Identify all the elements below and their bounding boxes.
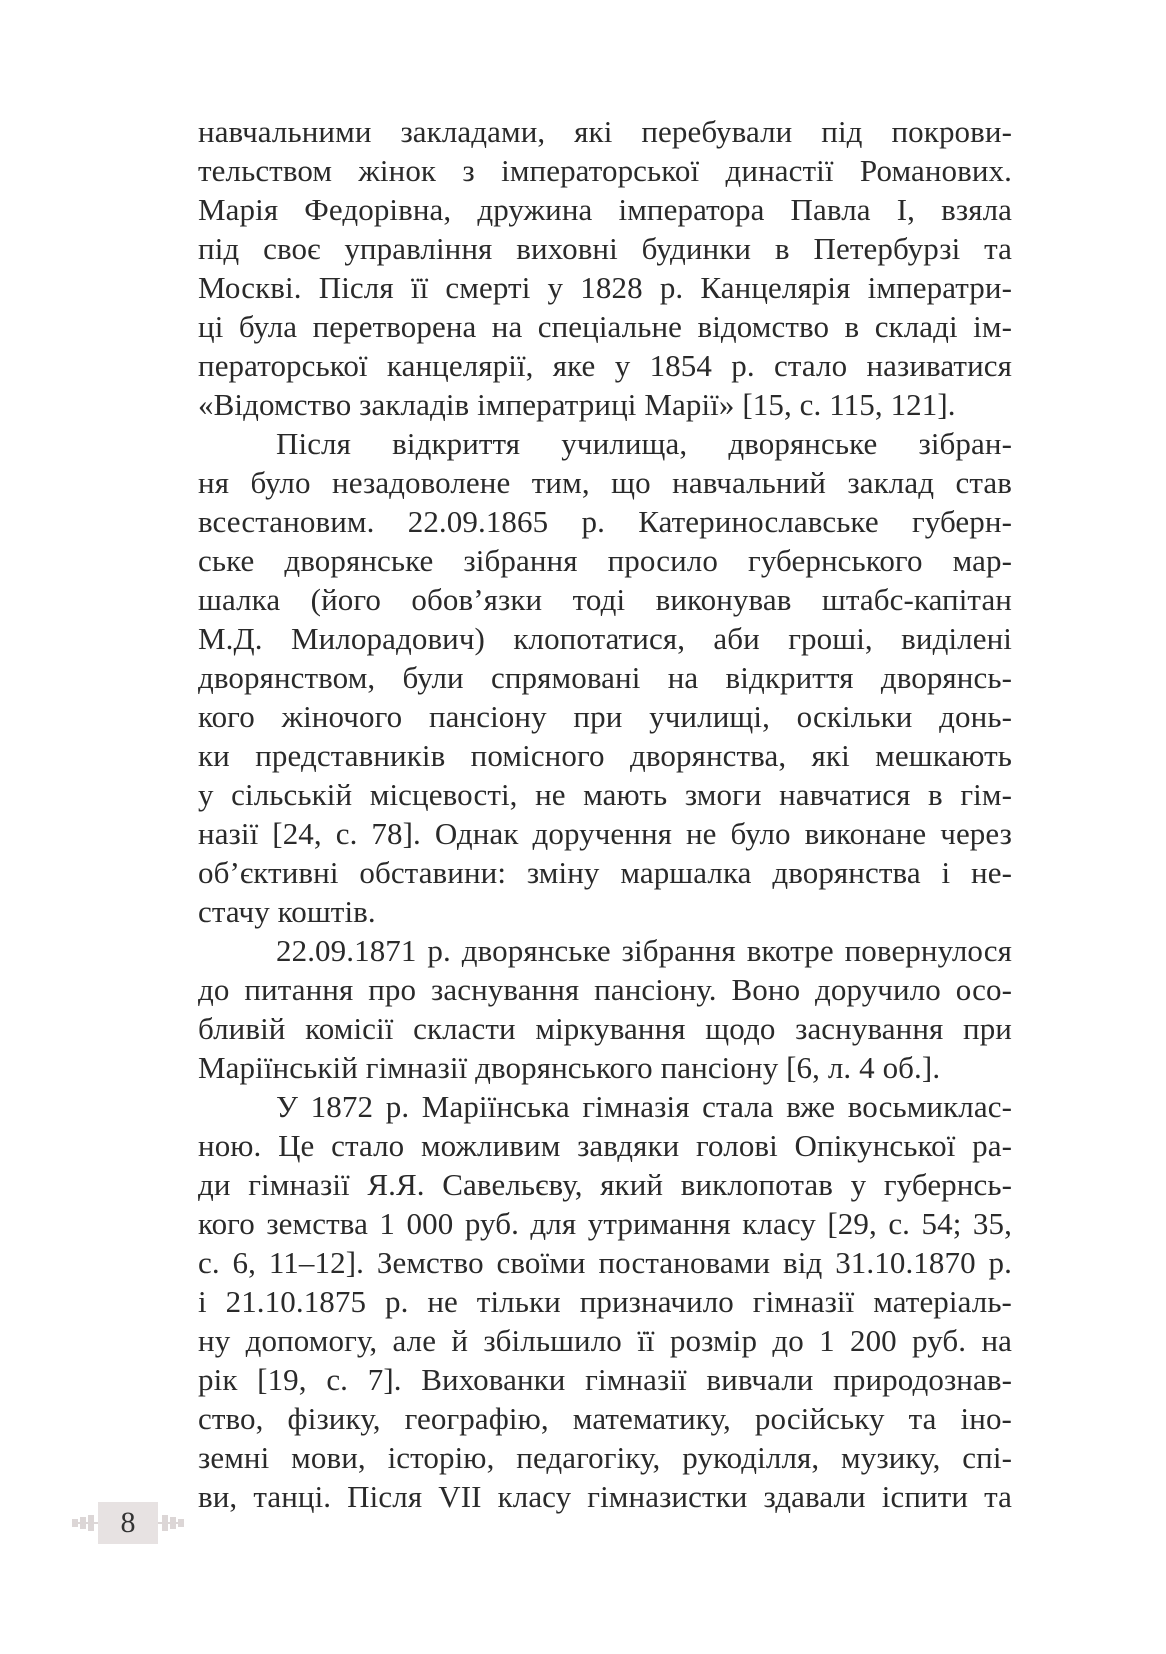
text-line: ки представників помісного дворянства, які мешкають bbox=[198, 738, 1012, 773]
text-line: стачу коштів. bbox=[198, 894, 376, 929]
text-line: навчальними закладами, які перебували під покрови- bbox=[198, 114, 1012, 149]
text-line: ви, танці. Після VII класу гімназистки здавали іспити та bbox=[198, 1479, 1012, 1514]
text-line: «Відомство закладів імператриці Марії» [15, с. 115, 121]. bbox=[198, 387, 956, 422]
text-line: до питання про заснування пансіону. Воно доручило осо- bbox=[198, 972, 1012, 1007]
text-line: земні мови, історію, педагогіку, рукоділля, музику, спі- bbox=[198, 1440, 1012, 1475]
page-number: 8 bbox=[120, 1506, 136, 1539]
text-line: бливій комісії скласти міркування щодо заснування при bbox=[198, 1011, 1012, 1046]
text-line: кого жіночого пансіону при училищі, оскільки донь- bbox=[198, 699, 1012, 734]
text-line: об’єктивні обставини: зміну маршалка дворянства і не- bbox=[198, 855, 1012, 890]
text-line: ператорської канцелярії, яке у 1854 р. стало називатися bbox=[198, 348, 1012, 383]
text-line: М.Д. Милорадович) клопотатися, аби гроші, виділені bbox=[198, 621, 1012, 656]
text-line: У 1872 р. Маріїнська гімназія стала вже восьмиклас- bbox=[276, 1089, 1012, 1124]
text-line: назії [24, с. 78]. Однак доручення не було виконане через bbox=[198, 816, 1012, 851]
text-line: ство, фізику, географію, математику, російську та іно- bbox=[198, 1401, 1012, 1436]
text-line: ці була перетворена на спеціальне відомство в складі ім- bbox=[198, 309, 1012, 344]
text-line: ня було незадоволене тим, що навчальний заклад став bbox=[198, 465, 1012, 500]
page-body bbox=[198, 112, 1012, 1516]
text-line: Маріїнській гімназії дворянського пансіону [6, л. 4 об.]. bbox=[198, 1050, 941, 1085]
page-number-block bbox=[72, 1502, 184, 1544]
text-line: шалка (його обов’язки тоді виконував штабс-капітан bbox=[198, 582, 1012, 617]
text-line: Москві. Після її смерті у 1828 р. Канцелярія імператри- bbox=[198, 270, 1012, 305]
text-line: ною. Це стало можливим завдяки голові Опікунської ра- bbox=[198, 1128, 1012, 1163]
text-line: Марія Федорівна, дружина імператора Павла I, взяла bbox=[198, 192, 1012, 227]
text-line: тельством жінок з імператорської династії Романових. bbox=[198, 153, 1012, 188]
text-line: Після відкриття училища, дворянське зібран- bbox=[276, 426, 1012, 461]
text-line: 22.09.1871 р. дворянське зібрання вкотре повернулося bbox=[276, 933, 1012, 968]
text-line: ну допомогу, але й збільшило її розмір до 1 200 руб. на bbox=[198, 1323, 1012, 1358]
text-line: під своє управління виховні будинки в Петербурзі та bbox=[198, 231, 1012, 266]
text-line: с. 6, 11–12]. Земство своїми постановами від 31.10.1870 р. bbox=[198, 1245, 1012, 1280]
text-line: рік [19, с. 7]. Вихованки гімназії вивчали природознав- bbox=[198, 1362, 1012, 1397]
text-line: і 21.10.1875 р. не тільки призначило гімназії матеріаль- bbox=[198, 1284, 1012, 1319]
text-line: кого земства 1 000 руб. для утримання класу [29, с. 54; 35, bbox=[198, 1206, 1012, 1241]
text-line: дворянством, були спрямовані на відкриття дворянсь- bbox=[198, 660, 1012, 695]
text-line: у сільській місцевості, не мають змоги навчатися в гім- bbox=[198, 777, 1012, 812]
text-line: ди гімназії Я.Я. Савельєву, який виклопотав у губернсь- bbox=[198, 1167, 1012, 1202]
text-line: всестановим. 22.09.1865 р. Катеринославське губерн- bbox=[198, 504, 1012, 539]
text-line: ське дворянське зібрання просило губернського мар- bbox=[198, 543, 1012, 578]
